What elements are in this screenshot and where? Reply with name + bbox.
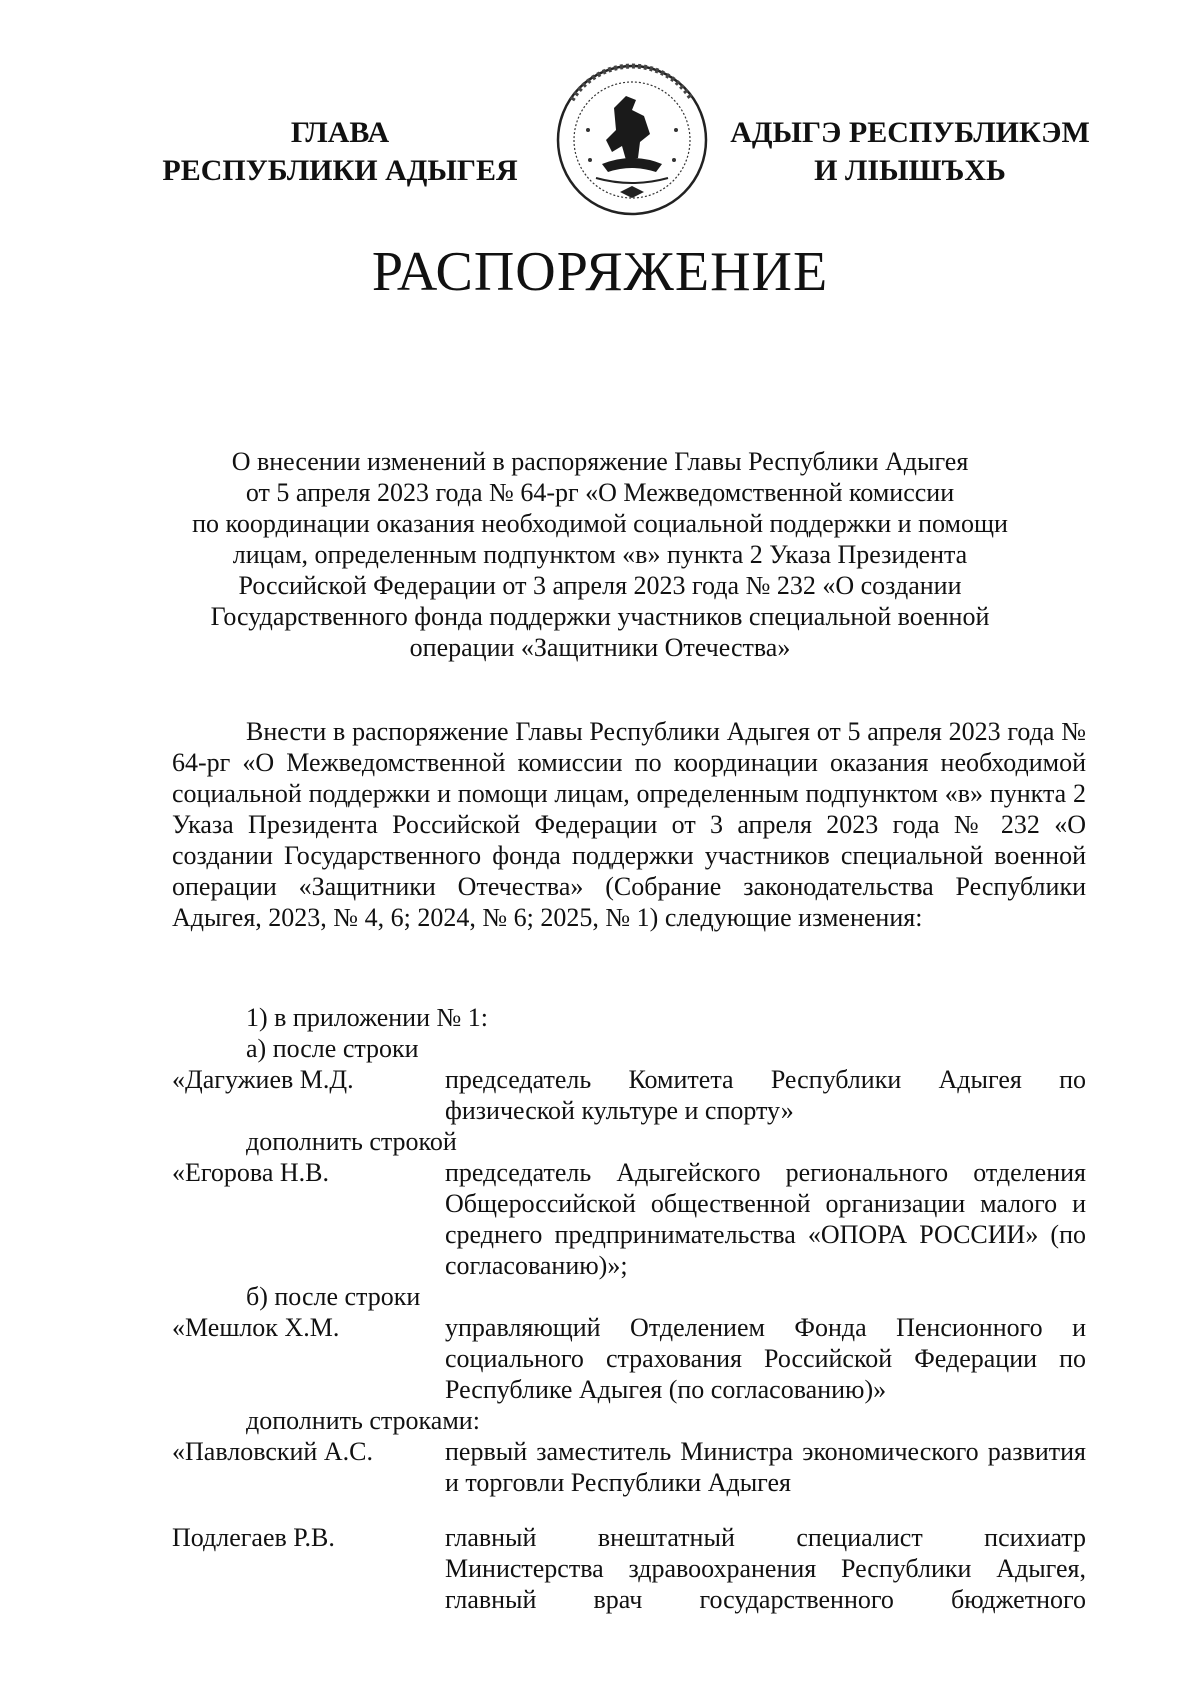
subject-line: О внесении изменений в распоряжение Главы Республики Адыгея <box>231 447 969 476</box>
member-position: председатель Комитета Республики Адыгея по физической культуре и спорту» <box>445 1065 1086 1125</box>
add-rows-label: дополнить строками: <box>246 1406 480 1435</box>
header-right-line1: АДЫГЭ РЕСПУБЛИКЭМ <box>730 116 1090 149</box>
item-b: б) после строки <box>246 1282 421 1311</box>
member-position: председатель Адыгейского регионального отделения Общероссийской общественной организации малого и среднего предпринимательства «ОПОРА РОССИИ» (по согласованию)»; <box>445 1158 1086 1280</box>
item-a: а) после строки <box>246 1034 419 1063</box>
member-name: «Мешлок Х.М. <box>172 1313 340 1342</box>
add-row-label: дополнить строкой <box>246 1127 457 1156</box>
document-subject <box>150 446 1050 663</box>
header-right <box>720 114 1100 190</box>
member-position: главный внештатный специалист психиатр Министерства здравоохранения Республики Адыгея, главный врач государственного бюджетного <box>445 1523 1086 1614</box>
member-name: Подлегаев Р.В. <box>172 1523 335 1552</box>
main-paragraph-text: Внести в распоряжение Главы Республики Адыгея от 5 апреля 2023 года № 64-рг «О Межведомственной комиссии по координации оказания необходимой социальной поддержки и помощи лицам, определенным подпунктом «в» пункта 2 Указа Президента Российской Федерации от 3 апреля 2023 года № 232 «О создании Государственного фонда поддержки участников специальной военной операции «Защитники Отечества» (Собрание законодательства Республики Адыгея, 2023, № 4, 6; 2024, № 6; 2025, № 1) следующие изменения: <box>172 717 1086 932</box>
subject-line: по координации оказания необходимой социальной поддержки и помощи <box>192 509 1008 538</box>
document-title: РАСПОРЯЖЕНИЕ <box>371 241 829 303</box>
header-right-line2: И ЛІЫШЪХЬ <box>814 154 1006 187</box>
member-position: управляющий Отделением Фонда Пенсионного и социального страхования Российской Федерации по Республике Адыгея (по согласованию)» <box>445 1313 1086 1404</box>
main-paragraph-block <box>172 716 1086 933</box>
item-1: 1) в приложении № 1: <box>246 1003 489 1032</box>
member-name: «Дагужиев М.Д. <box>172 1065 354 1094</box>
header-left <box>150 114 530 190</box>
member-name: «Павловский А.С. <box>172 1437 373 1466</box>
subject-line: операции «Защитники Отечества» <box>409 633 791 662</box>
header-left-line1: ГЛАВА <box>290 116 390 149</box>
member-position: первый заместитель Министра экономического развития и торговли Республики Адыгея <box>445 1437 1086 1497</box>
main-paragraph <box>172 716 1086 933</box>
subject-line: лицам, определенным подпунктом «в» пункта 2 Указа Президента <box>232 540 968 569</box>
subject-line: Российской Федерации от 3 апреля 2023 года № 232 «О создании <box>238 571 962 600</box>
subject-line: Государственного фонда поддержки участников специальной военной <box>210 602 990 631</box>
subject-line: от 5 апреля 2023 года № 64-рг «О Межведомственной комиссии <box>245 478 955 507</box>
member-name: «Егорова Н.В. <box>172 1158 329 1187</box>
header-left-line2: РЕСПУБЛИКИ АДЫГЕЯ <box>162 154 518 187</box>
coat-of-arms-seal-icon <box>552 60 712 220</box>
